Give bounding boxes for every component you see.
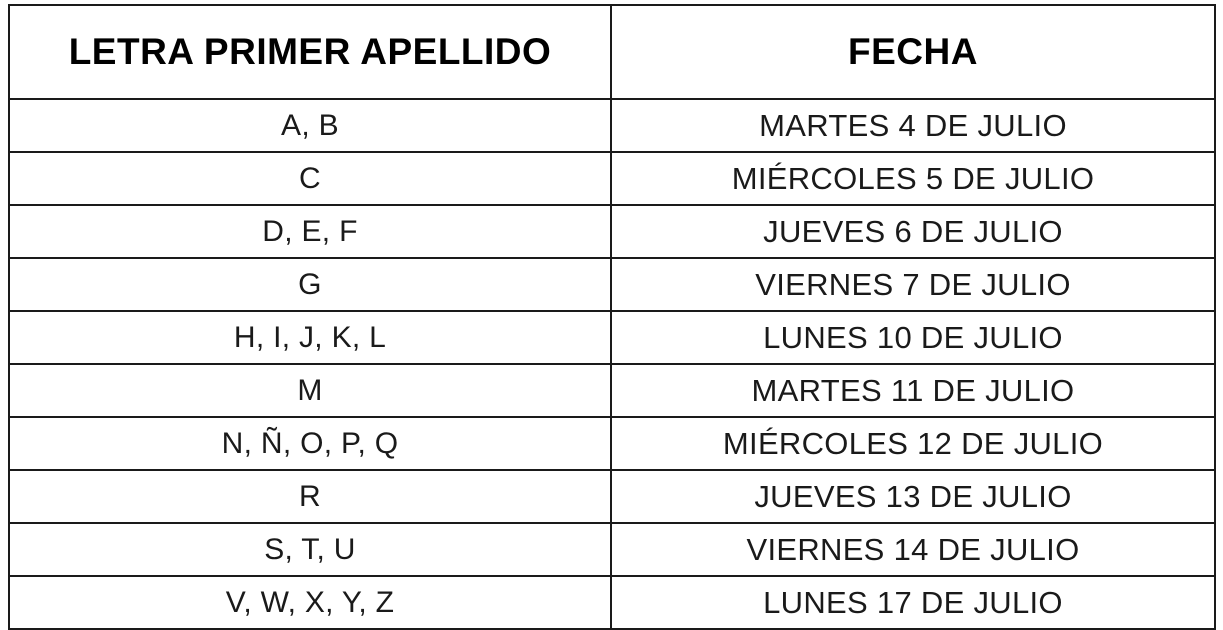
schedule-table	[8, 4, 1216, 630]
cell-letter: V, W, X, Y, Z	[9, 576, 611, 629]
cell-date: VIERNES 14 DE JULIO	[611, 523, 1215, 576]
cell-date: MARTES 11 DE JULIO	[611, 364, 1215, 417]
table-row	[9, 523, 1215, 576]
cell-date: MIÉRCOLES 12 DE JULIO	[611, 417, 1215, 470]
table-header-row	[9, 5, 1215, 99]
column-header-date: FECHA	[611, 5, 1215, 99]
cell-letter: M	[9, 364, 611, 417]
cell-date: JUEVES 6 DE JULIO	[611, 205, 1215, 258]
cell-date: MIÉRCOLES 5 DE JULIO	[611, 152, 1215, 205]
table-row	[9, 152, 1215, 205]
cell-date: MARTES 4 DE JULIO	[611, 99, 1215, 152]
table-row	[9, 470, 1215, 523]
table-body	[9, 99, 1215, 629]
cell-date: LUNES 10 DE JULIO	[611, 311, 1215, 364]
cell-letter: H, I, J, K, L	[9, 311, 611, 364]
table-row	[9, 417, 1215, 470]
table-row	[9, 364, 1215, 417]
table-row	[9, 205, 1215, 258]
table-header	[9, 5, 1215, 99]
cell-letter: G	[9, 258, 611, 311]
table-row	[9, 258, 1215, 311]
cell-date: VIERNES 7 DE JULIO	[611, 258, 1215, 311]
table-row	[9, 99, 1215, 152]
cell-letter: C	[9, 152, 611, 205]
cell-letter: D, E, F	[9, 205, 611, 258]
table-row	[9, 576, 1215, 629]
cell-letter: A, B	[9, 99, 611, 152]
table-row	[9, 311, 1215, 364]
cell-letter: S, T, U	[9, 523, 611, 576]
cell-date: LUNES 17 DE JULIO	[611, 576, 1215, 629]
cell-date: JUEVES 13 DE JULIO	[611, 470, 1215, 523]
column-header-letter: LETRA PRIMER APELLIDO	[9, 5, 611, 99]
cell-letter: N, Ñ, O, P, Q	[9, 417, 611, 470]
cell-letter: R	[9, 470, 611, 523]
